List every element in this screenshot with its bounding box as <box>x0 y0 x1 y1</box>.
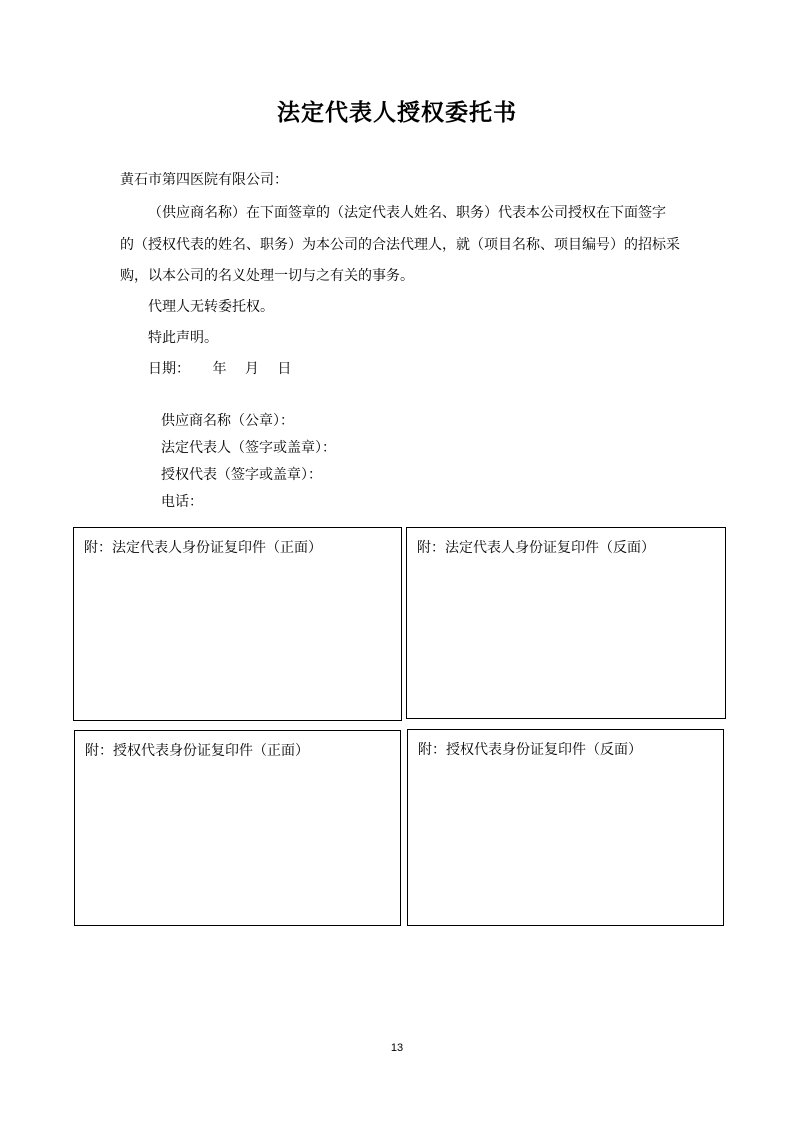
date-field <box>148 360 291 378</box>
legal-rep-signature-field: 法定代表人（签字或盖章）： <box>161 440 336 456</box>
attachment-caption: 附：法定代表人身份证复印件（反面） <box>417 540 655 556</box>
date-day: 日 <box>277 361 292 377</box>
no-transfer-statement: 代理人无转委托权。 <box>148 299 274 315</box>
page-number: 13 <box>390 1042 404 1054</box>
attachment-caption: 附：授权代表身份证复印件（正面） <box>85 743 309 759</box>
body-paragraph-line-3: 购，以本公司的名义处理一切与之有关的事务。 <box>120 268 414 284</box>
phone-field: 电话： <box>161 494 203 510</box>
declaration-statement: 特此声明。 <box>148 330 218 346</box>
body-paragraph-line-1: （供应商名称）在下面签章的（法定代表人姓名、职务）代表本公司授权在下面签字 <box>148 205 666 221</box>
document-title: 法定代表人授权委托书 <box>277 100 517 126</box>
attachment-caption: 附：授权代表身份证复印件（反面） <box>418 742 642 758</box>
supplier-seal-field: 供应商名称（公章）： <box>161 413 294 429</box>
attachment-box-legal-rep-front <box>73 527 402 721</box>
attachment-box-auth-rep-front <box>74 730 401 926</box>
date-label: 日期： <box>148 361 190 377</box>
attachment-box-auth-rep-back <box>407 729 724 926</box>
attachment-caption: 附：法定代表人身份证复印件（正面） <box>84 540 322 556</box>
authorized-rep-signature-field: 授权代表（签字或盖章）： <box>161 467 322 483</box>
date-month: 月 <box>244 361 259 377</box>
date-year: 年 <box>212 361 227 377</box>
addressee: 黄石市第四医院有限公司： <box>120 172 288 188</box>
body-paragraph-line-2: 的（授权代表的姓名、职务）为本公司的合法代理人，就（项目名称、项目编号）的招标采 <box>120 237 680 253</box>
attachment-box-legal-rep-back <box>406 527 726 719</box>
